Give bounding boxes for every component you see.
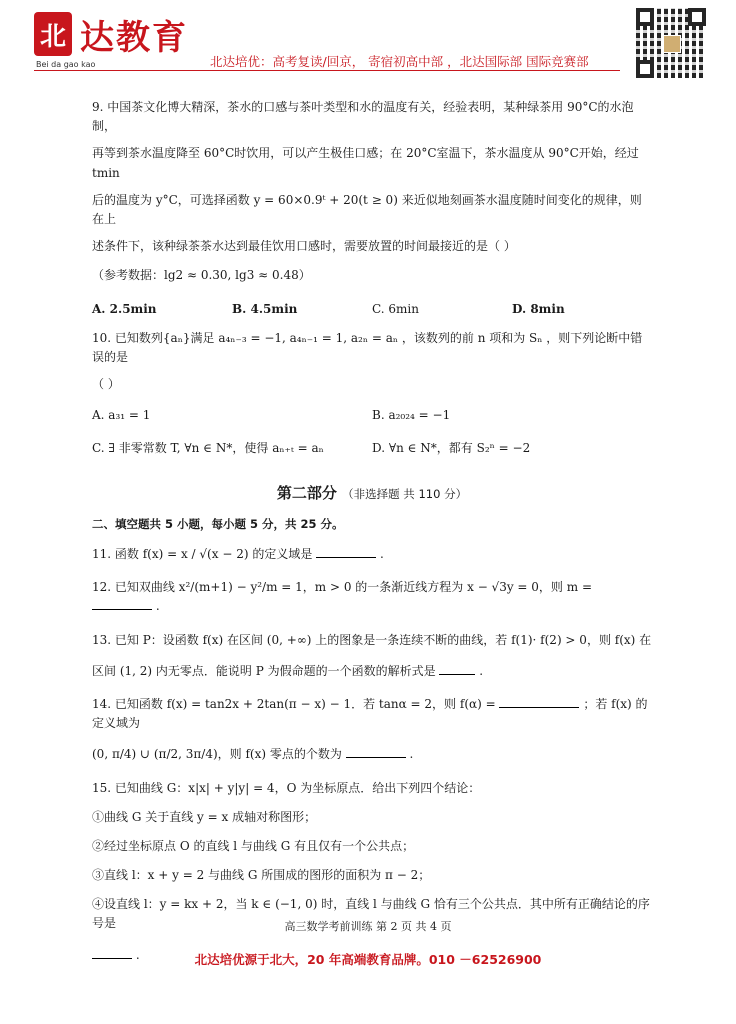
footer-advertisement: 北达培优源于北大，20 年高端教育品牌。010 －62526900: [194, 952, 542, 967]
logo-pinyin: Bei da gao kao: [36, 60, 96, 69]
q10-options-row-1: [92, 406, 652, 425]
q14-line-1: 14. 已知函数 f(x) = tan2x + 2tan(π − x) − 1．若 tanα = 2，则 f(α) =: [92, 696, 496, 711]
document-body: [92, 98, 652, 975]
q9-reference: （参考数据：lg2 ≈ 0.30, lg3 ≈ 0.48）: [92, 268, 311, 283]
q12-answer-blank[interactable]: [92, 599, 152, 610]
logo-text: 达教育: [80, 18, 188, 58]
q10-option-a: A. a₃₁ = 1: [92, 408, 151, 423]
question-15: [92, 779, 652, 965]
q10-option-d: D. ∀n ∈ N*，都有 S₂ⁿ = −2: [372, 441, 531, 456]
q15-conclusion-3: ③直线 l：x + y = 2 与曲线 G 所围成的图形的面积为 π − 2；: [92, 868, 431, 883]
q14-line-2: (0, π/4) ∪ (π/2, 3π/4)，则 f(x) 零点的个数为: [92, 747, 342, 762]
header-slogan: 北达培优：高考复读/回京， 寄宿初高中部 ，北达国际部 国际竞赛部: [210, 54, 589, 69]
q15-conclusion-1: ①曲线 G 关于直线 y = x 成轴对称图形；: [92, 809, 317, 824]
q11-period: .: [379, 547, 384, 562]
q14-period: .: [409, 747, 414, 762]
q9-options: [92, 300, 652, 319]
q9-option-b: B. 4.5min: [232, 301, 298, 316]
q13-answer-blank[interactable]: [439, 664, 475, 675]
question-13: [92, 631, 652, 681]
q9-option-c: C. 6min: [372, 301, 419, 316]
q9-option-a: A. 2.5min: [92, 301, 157, 316]
q9-option-d: D. 8min: [512, 301, 565, 316]
q14-answer-blank-1[interactable]: [499, 697, 579, 708]
q9-line-3: 后的温度为 y°C，可选择函数 y = 60×0.9ᵗ + 20(t ≥ 0) 来近似地刻画茶水温度随时间变化的规律，则在上: [92, 192, 642, 226]
part-two-title: [92, 481, 652, 505]
q15-conclusion-4: ④设直线 l：y = kx + 2，当 k ∈ (−1, 0) 时，直线 l 与曲线 G 恰有三个公共点．其中所有正确结论的序号是: [92, 897, 650, 931]
q11-text: 11. 函数 f(x) = x / √(x − 2) 的定义域是: [92, 547, 313, 562]
q10-option-c: C. ∃ 非零常数 T, ∀n ∈ N*，使得 aₙ₊ₜ = aₙ: [92, 441, 324, 456]
qr-code-icon: [636, 8, 706, 78]
q13-line-2: 区间 (1, 2) 内无零点．能说明 P 为假命题的一个函数的解析式是: [92, 663, 436, 678]
question-12: [92, 578, 652, 616]
question-11: [92, 545, 652, 564]
q12-text: 12. 已知双曲线 x²/(m+1) − y²/m = 1，m > 0 的一条渐近线方程为 x − √3y = 0，则 m =: [92, 580, 592, 595]
q14-answer-blank-2[interactable]: [346, 747, 406, 758]
question-9: [92, 98, 652, 319]
q15-period: .: [135, 947, 140, 962]
q9-line-1: 9. 中国茶文化博大精深，茶水的口感与茶叶类型和水的温度有关，经验表明，某种绿茶用 90°C的水泡制，: [92, 100, 634, 134]
question-10: [92, 329, 652, 459]
logo-mark: 北: [34, 12, 72, 56]
q10-line-2: （ ）: [92, 377, 120, 392]
q9-line-2: 再等到茶水温度降至 60°C时饮用，可以产生极佳口感；在 20°C室温下，茶水温度从 90°C开始，经过 tmin: [92, 146, 639, 180]
q11-answer-blank[interactable]: [316, 547, 376, 558]
q15-stem: 15. 已知曲线 G：x|x| + y|y| = 4，O 为坐标原点．给出下列四个结论：: [92, 780, 481, 795]
q10-options-row-2: [92, 439, 652, 458]
q14-line-1b: ；若 f(x) 的定义域为: [92, 696, 648, 731]
q10-option-b: B. a₂₀₂₄ = −1: [372, 408, 451, 423]
part-two-subtitle: （非选择题 共 110 分）: [342, 486, 468, 501]
part-two-label: 第二部分: [276, 483, 337, 502]
section-fill-blank-heading: 二、填空题共 5 小题，每小题 5 分，共 25 分。: [92, 516, 344, 531]
q10-line-1: 10. 已知数列{aₙ}满足 a₄ₙ₋₃ = −1, a₄ₙ₋₁ = 1, a₂ₙ = aₙ ，该数列的前 n 项和为 Sₙ ，则下列论断中错误的是: [92, 330, 643, 364]
q13-line-1: 13. 已知 P：设函数 f(x) 在区间 (0, +∞) 上的图象是一条连续不断的曲线，若 f(1)· f(2) > 0，则 f(x) 在: [92, 632, 652, 647]
page-footer: 高三数学考前训练 第 2 页 共 4 页: [284, 920, 452, 933]
q13-period: .: [479, 663, 484, 678]
q12-period: .: [155, 599, 160, 614]
header-divider: [34, 70, 620, 71]
q15-conclusion-2: ②经过坐标原点 O 的直线 l 与曲线 G 有且仅有一个公共点；: [92, 838, 415, 853]
question-14: [92, 695, 652, 765]
q9-line-4: 述条件下，该种绿茶茶水达到最佳饮用口感时，需要放置的时间最接近的是（ ）: [92, 239, 516, 254]
